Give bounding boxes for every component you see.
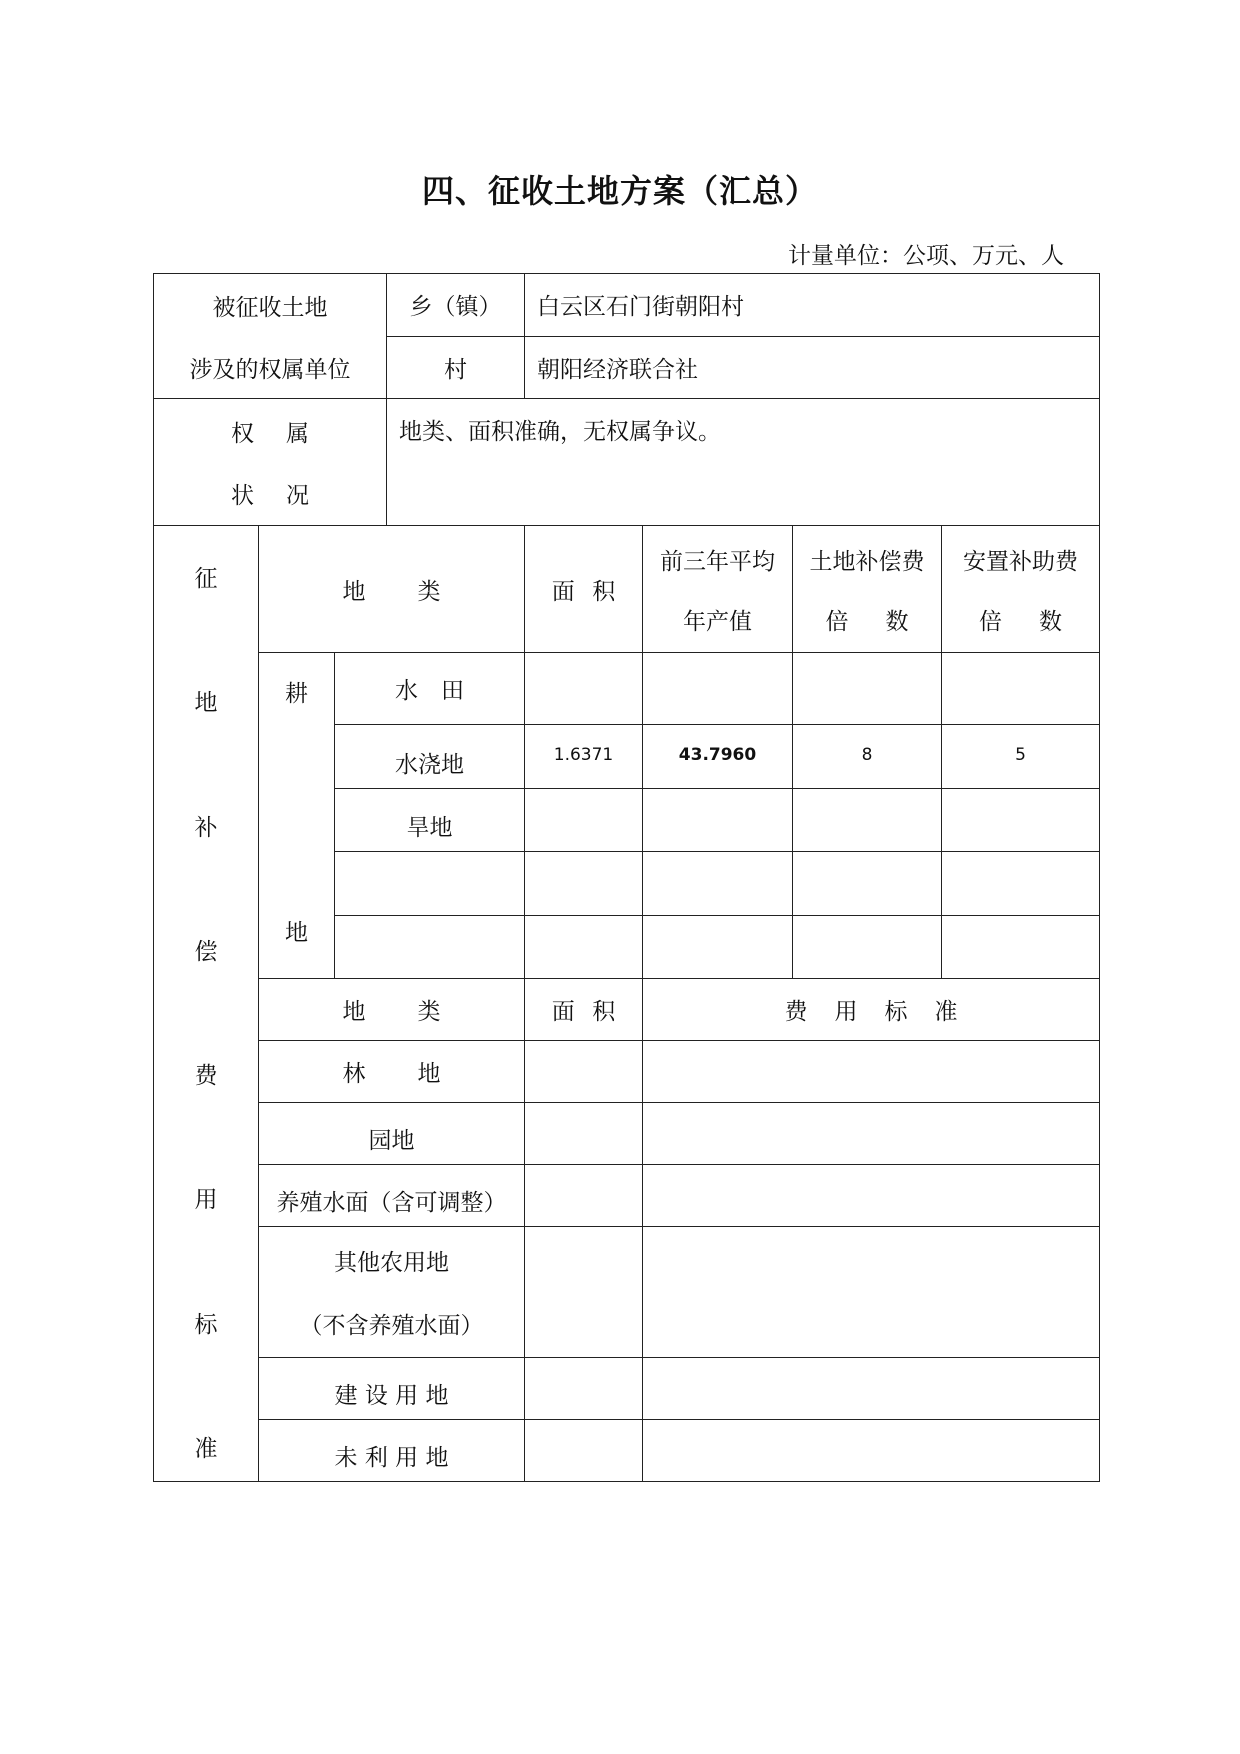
side-label-char: 征 [194, 566, 218, 592]
area-cell [525, 852, 643, 915]
fee-standard-cell [643, 1165, 1100, 1227]
header-text: 类 [417, 578, 441, 605]
table-row [154, 1041, 1100, 1103]
area-cell [525, 1420, 643, 1482]
table-row [154, 1103, 1100, 1165]
side-label-char: 标 [194, 1311, 218, 1338]
village-label-cell [387, 336, 525, 399]
side-label-char: 地 [194, 690, 218, 717]
area-cell [525, 915, 643, 978]
cultivated-label-char: 地 [285, 920, 308, 946]
header-text: 安置补助费 [963, 548, 1078, 575]
header-text: 积 [592, 578, 616, 605]
side-label-char: 偿 [194, 938, 218, 965]
header2-area [525, 979, 643, 1041]
status-label-char: 属 [286, 420, 309, 447]
table-row [154, 1165, 1100, 1227]
header-text: 地 [342, 578, 366, 605]
header-text: 数 [885, 608, 909, 635]
status-value-cell [387, 399, 1100, 526]
header-text: 年产值 [683, 608, 752, 635]
resettle-multiple-cell [942, 788, 1100, 851]
status-label-char: 况 [286, 482, 309, 509]
avg-output-cell [643, 852, 793, 915]
land-multiple-cell [793, 653, 942, 725]
row-label-line: （不含养殖水面） [299, 1313, 484, 1339]
land-type-cell [335, 852, 525, 915]
compensation-side-label [154, 526, 259, 1482]
village-value: 朝阳经济联合社 [537, 356, 698, 383]
aquaculture-cell: 养殖水面（含可调整） [259, 1165, 525, 1227]
land-type-cell: 水 田 [335, 653, 525, 725]
header-text: 数 [1039, 608, 1062, 635]
area-cell [525, 1227, 643, 1358]
side-label-char: 用 [194, 1187, 218, 1214]
header-text: 土地补偿费 [809, 548, 925, 575]
land-type-cell: 旱地 [335, 788, 525, 851]
header-text: 标 [884, 999, 908, 1025]
header-text: 准 [934, 999, 958, 1025]
status-label-cell [154, 399, 387, 526]
table-row [154, 1420, 1100, 1482]
header-text: 费 [784, 999, 808, 1025]
area-cell [525, 788, 643, 851]
avg-output-cell: 43.7960 [643, 725, 793, 788]
fee-standard-cell [643, 1358, 1100, 1420]
cultivated-label-cell [259, 653, 335, 979]
area-cell [525, 1041, 643, 1103]
township-row [154, 274, 1100, 337]
area-cell [525, 1165, 643, 1227]
header-avg-output [643, 526, 793, 653]
resettle-multiple-cell [942, 915, 1100, 978]
land-acquisition-table [153, 273, 1100, 1482]
township-value: 白云区石门街朝阳村 [537, 294, 744, 321]
side-label-char: 费 [194, 1063, 218, 1090]
area-cell [525, 1103, 643, 1165]
land-multiple-cell [793, 852, 942, 915]
row-label-char: 地 [417, 1061, 441, 1087]
header-land-type [259, 526, 525, 653]
construction-land-cell: 建 设 用 地 [259, 1358, 525, 1420]
header-text: 面 [551, 999, 575, 1025]
village-label: 村 [444, 356, 467, 383]
township-label: 乡（镇） [409, 294, 502, 321]
status-value: 地类、面积准确，无权属争议。 [399, 419, 721, 445]
ownership-label-cell [154, 274, 387, 399]
header2-land-type [259, 979, 525, 1041]
header-text: 面 [551, 578, 575, 605]
header-text: 倍 [825, 608, 849, 635]
cultivated-header-row [154, 526, 1100, 653]
status-label-char: 状 [231, 482, 254, 509]
resettle-multiple-cell [942, 852, 1100, 915]
land-type-cell: 水浇地 [335, 725, 525, 788]
header-area [525, 526, 643, 653]
fee-standard-cell [643, 1103, 1100, 1165]
status-label-char: 权 [231, 420, 254, 447]
table-row [154, 1227, 1100, 1358]
township-value-cell [525, 274, 1100, 337]
side-label-char: 补 [194, 814, 218, 841]
row-label-line: 其他农用地 [334, 1250, 449, 1276]
header-text: 类 [417, 999, 441, 1025]
cultivated-label-char: 耕 [285, 681, 308, 707]
village-value-cell [525, 336, 1100, 399]
land-type-cell [335, 915, 525, 978]
avg-output-cell [643, 915, 793, 978]
unit-note: 计量单位：公项、万元、人 [788, 243, 1064, 269]
land-multiple-cell [793, 788, 942, 851]
other-agri-cell [259, 1227, 525, 1358]
forest-land-cell [259, 1041, 525, 1103]
fee-standard-cell [643, 1420, 1100, 1482]
header-text: 倍 [979, 608, 1002, 635]
header-resettlement [942, 526, 1100, 653]
ownership-label-line1: 被征收土地 [212, 294, 328, 321]
garden-land-cell: 园地 [259, 1103, 525, 1165]
ownership-label-line2: 涉及的权属单位 [189, 356, 351, 383]
side-label-char: 准 [194, 1435, 218, 1462]
header2-fee-standard [643, 979, 1100, 1041]
avg-output-cell [643, 653, 793, 725]
header-land-compensation [793, 526, 942, 653]
table-row [154, 653, 1100, 725]
table-row [154, 1358, 1100, 1420]
header-text: 积 [592, 999, 616, 1025]
area-cell [525, 653, 643, 725]
unused-land-cell: 未 利 用 地 [259, 1420, 525, 1482]
row-label-char: 林 [342, 1061, 366, 1087]
page-title: 四、征收土地方案（汇总） [421, 172, 818, 210]
ownership-status-row [154, 399, 1100, 526]
area-cell [525, 1358, 643, 1420]
other-header-row [154, 979, 1100, 1041]
land-multiple-cell [793, 915, 942, 978]
fee-standard-cell [643, 1227, 1100, 1358]
avg-output-cell [643, 788, 793, 851]
land-multiple-cell: 8 [793, 725, 942, 788]
header-text: 前三年平均 [660, 548, 775, 575]
area-cell: 1.6371 [525, 725, 643, 788]
header-text: 用 [834, 999, 858, 1025]
resettle-multiple-cell: 5 [942, 725, 1100, 788]
resettle-multiple-cell [942, 653, 1100, 725]
header-text: 地 [342, 999, 366, 1025]
fee-standard-cell [643, 1041, 1100, 1103]
township-label-cell [387, 274, 525, 337]
